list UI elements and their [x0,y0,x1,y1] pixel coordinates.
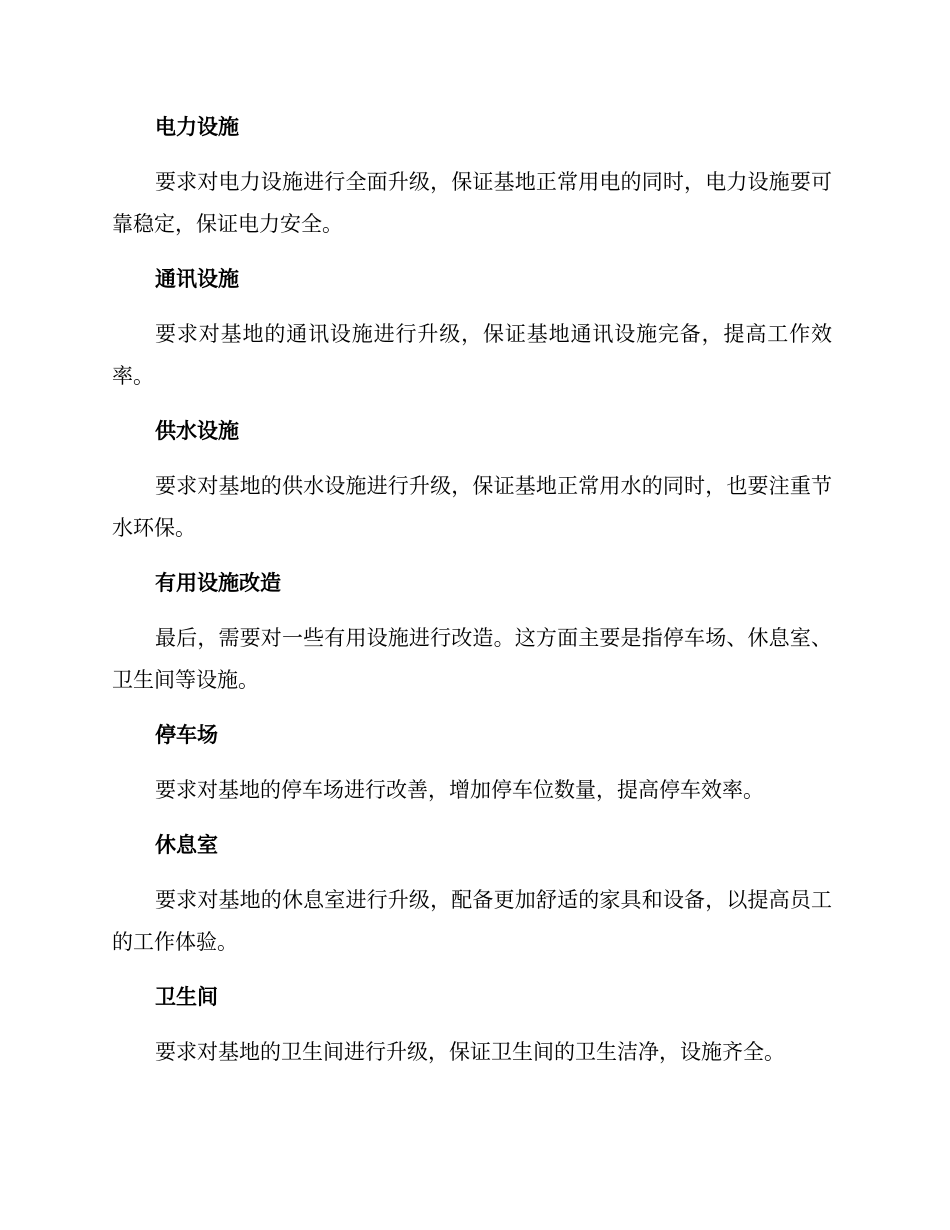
body-line: 可靠稳定，保证电力安全。 [112,170,832,236]
section-body-facility-renovation [112,617,832,701]
section-body-parking [112,769,832,811]
body-line: 要求对基地的休息室进行升级，配备更加舒适的家具和设备，以提高员 [155,888,811,912]
section-heading-power: 电力设施 [155,115,239,139]
body-line: 要求对基地的停车场进行改善，增加停车位数量，提高停车效率。 [155,778,764,802]
section-heading-parking: 停车场 [155,723,218,747]
body-line: 室、卫生间等设施。 [112,626,833,692]
body-line: 要求对基地的卫生间进行升级，保证卫生间的卫生洁净，设施齐全。 [155,1040,785,1064]
section-body-restroom [112,1031,832,1073]
body-line: 工的工作体验。 [112,888,832,954]
section-heading-facility-renovation: 有用设施改造 [155,571,281,595]
body-line: 节水环保。 [112,474,832,540]
section-body-lounge [112,879,832,963]
body-line: 要求对基地的供水设施进行升级，保证基地正常用水的同时，也要注重 [155,474,811,498]
section-body-power [112,161,832,245]
section-body-communication [112,313,832,397]
section-heading-restroom: 卫生间 [155,985,218,1009]
body-line: 率。 [112,364,154,388]
section-body-water [112,465,832,549]
body-line: 要求对电力设施进行全面升级，保证基地正常用电的同时，电力设施要 [155,170,811,194]
section-heading-communication: 通讯设施 [155,267,239,291]
body-line: 要求对基地的通讯设施进行升级，保证基地通讯设施完备，提高工作效 [155,322,832,346]
body-line: 最后，需要对一些有用设施进行改造。这方面主要是指停车场、休息 [155,626,790,650]
section-heading-lounge: 休息室 [155,833,218,857]
section-heading-water: 供水设施 [155,419,239,443]
